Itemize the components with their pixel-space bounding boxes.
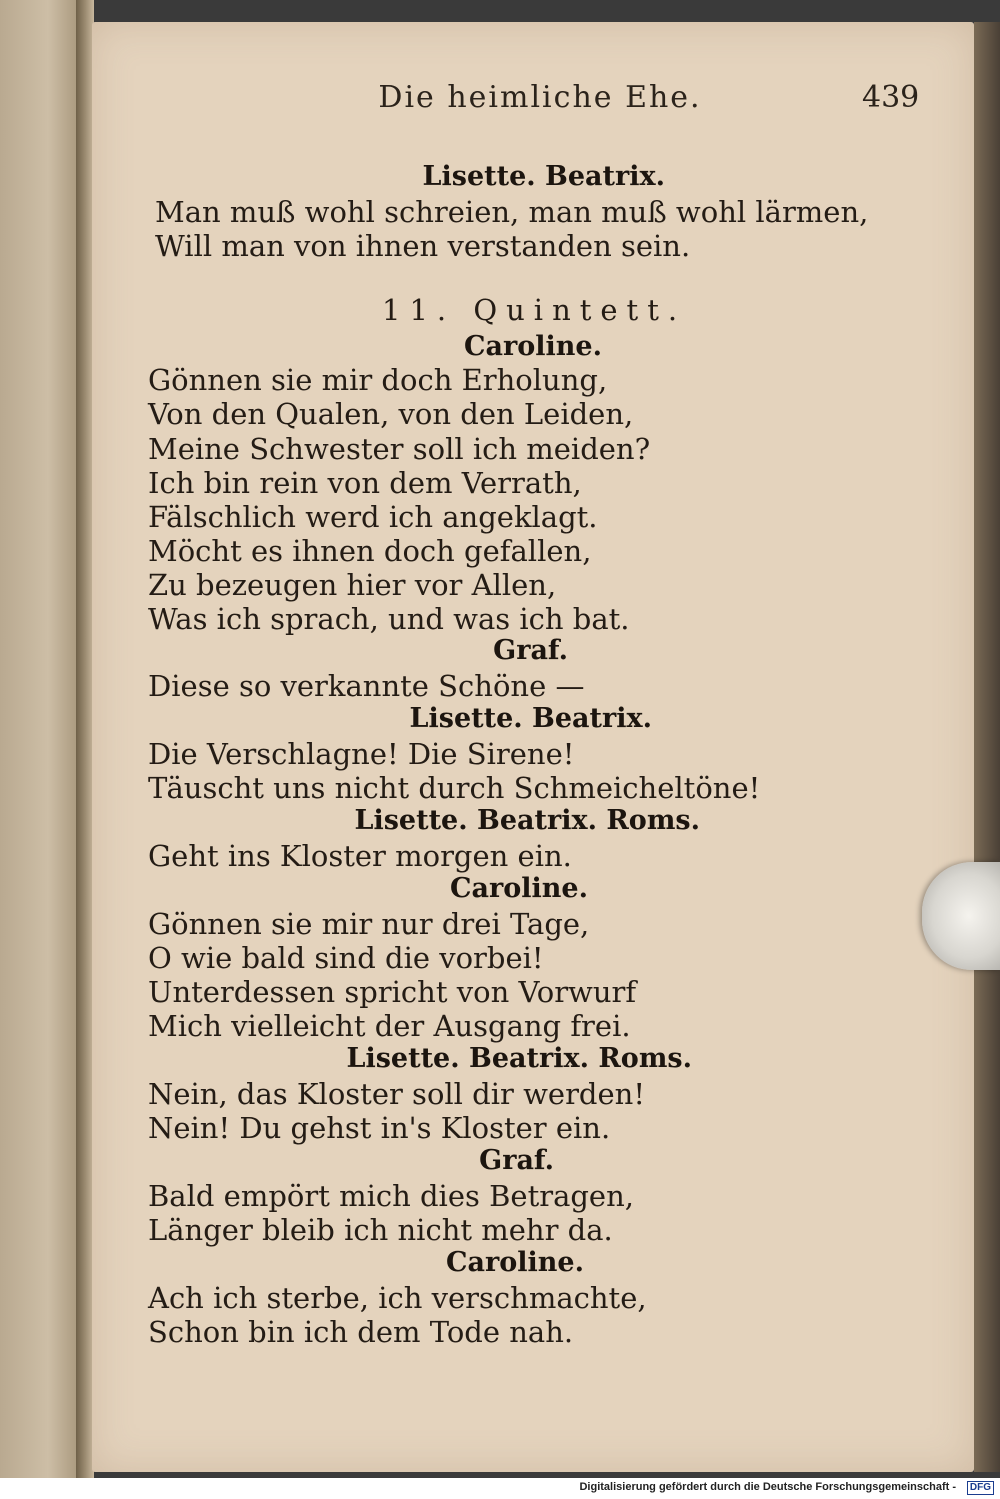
verse-line: Schon bin ich dem Tode nah. [148,1315,574,1349]
speaker-caroline: Caroline. [446,1247,584,1278]
verse-line: Unterdessen spricht von Vorwurf [148,975,637,1009]
speaker-caroline: Caroline. [450,873,588,904]
speaker-lisette-beatrix-roms: Lisette. Beatrix. Roms. [354,805,700,836]
verse-line: Fälschlich werd ich angeklagt. [148,500,598,534]
verse-line: Was ich sprach, und was ich bat. [148,602,630,636]
verse-line: Diese so verkannte Schöne — [148,669,585,703]
speaker-graf: Graf. [479,1145,554,1176]
verse-line: Gönnen sie mir doch Erholung, [148,363,608,397]
verse-line: Gönnen sie mir nur drei Tage, [148,907,590,941]
speaker-caroline: Caroline. [464,331,602,362]
verse-line: Ich bin rein von dem Verrath, [148,466,582,500]
verse-line: Man muß wohl schreien, man muß wohl lärmen, [155,195,869,229]
verse-line: Von den Qualen, von den Leiden, [148,397,634,431]
verse-line: Ach ich sterbe, ich verschmachte, [148,1281,647,1315]
verse-line: Bald empört mich dies Betragen, [148,1179,634,1213]
funding-note: Digitalisierung gefördert durch die Deutsche Forschungsgemeinschaft - [579,1481,956,1493]
running-title: Die heimliche Ehe. [378,80,702,115]
verse-line: Täuscht uns nicht durch Schmeicheltöne! [148,771,761,805]
verse-line: O wie bald sind die vorbei! [148,941,544,975]
facing-page-edge [0,0,80,1478]
verse-line: Möcht es ihnen doch gefallen, [148,534,592,568]
digitization-footer [0,1478,1000,1499]
verse-line: Länger bleib ich nicht mehr da. [148,1213,613,1247]
verse-line: Geht ins Kloster morgen ein. [148,839,572,873]
book-edge [974,22,1000,1472]
verse-line: Nein! Du gehst in's Kloster ein. [148,1111,611,1145]
dfg-logo: DFG [967,1481,994,1495]
speaker-lisette-beatrix-roms: Lisette. Beatrix. Roms. [346,1043,692,1074]
verse-line: Nein, das Kloster soll dir werden! [148,1077,645,1111]
verse-line: Mich vielleicht der Ausgang frei. [148,1009,631,1043]
verse-line: Will man von ihnen verstanden sein. [155,229,691,263]
verse-line: Die Verschlagne! Die Sirene! [148,737,575,771]
page-number: 439 [862,80,920,115]
verse-line: Meine Schwester soll ich meiden? [148,432,651,466]
speaker-lisette-beatrix: Lisette. Beatrix. [409,703,652,734]
verse-line: Zu bezeugen hier vor Allen, [148,568,557,602]
speaker-graf: Graf. [493,635,568,666]
speaker-lisette-beatrix: Lisette. Beatrix. [422,161,665,192]
section-heading: 11. Quintett. [382,293,687,327]
